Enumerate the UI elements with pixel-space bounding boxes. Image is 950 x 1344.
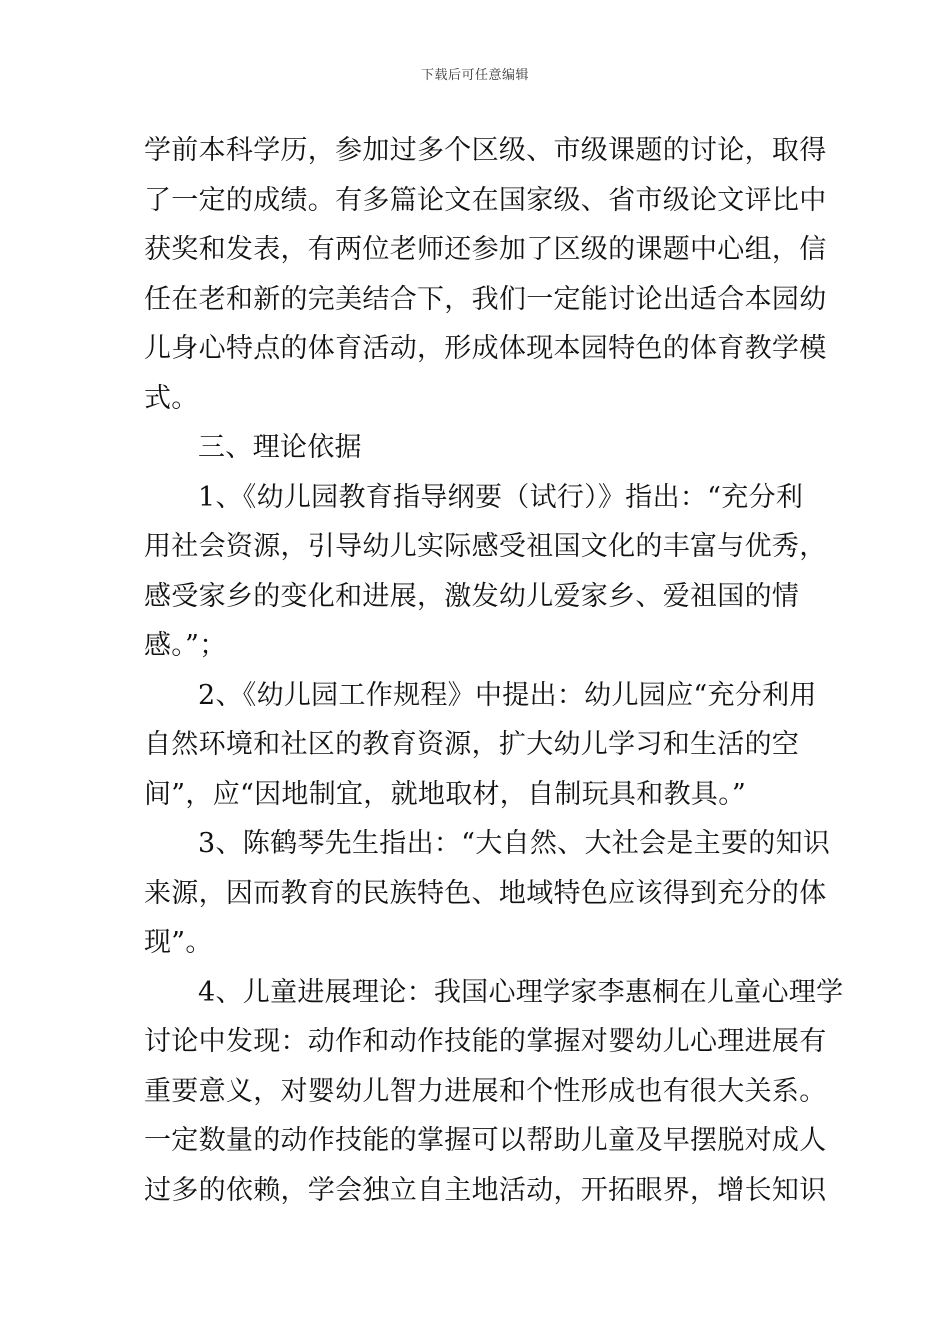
text-line: 一定数量的动作技能的掌握可以帮助儿童及早摆脱对成人 <box>144 1125 827 1156</box>
text-line: 2、《幼儿园工作规程》中提出：幼儿园应“充分利用 <box>198 679 817 711</box>
page-header: 下载后可任意编辑 <box>420 68 529 83</box>
text-line: 任在老和新的完美结合下，我们一定能讨论出适合本园幼 <box>144 283 827 315</box>
text-line: 感。”； <box>144 630 227 661</box>
text-line: 儿身心特点的体育活动，形成体现本园特色的体育教学模 <box>144 333 827 364</box>
document-body <box>144 126 844 1215</box>
text-line: 来源，因而教育的民族特色、地域特色应该得到充分的体 <box>144 877 827 909</box>
text-line: 用社会资源，引导幼儿实际感受祖国文化的丰富与优秀， <box>144 531 827 562</box>
text-line: 了一定的成绩。有多篇论文在国家级、省市级论文评比中 <box>144 184 827 216</box>
text-line: 4、儿童进展理论：我国心理学家李惠桐在儿童心理学 <box>198 976 844 1008</box>
text-line: 现”。 <box>144 927 213 958</box>
text-line: 3、陈鹤琴先生指出：“大自然、大社会是主要的知识 <box>198 828 831 859</box>
text-line: 学前本科学历，参加过多个区级、市级课题的讨论，取得 <box>144 135 827 166</box>
text-line: 获奖和发表，有两位老师还参加了区级的课题中心组，信 <box>144 234 827 265</box>
text-line: 1、《幼儿园教育指导纲要（试行）》指出：“充分利 <box>198 481 804 513</box>
text-line: 讨论中发现：动作和动作技能的掌握对婴幼儿心理进展有 <box>144 1026 827 1057</box>
text-line: 式。 <box>144 382 199 414</box>
text-line: 过多的依赖，学会独立自主地活动，开拓眼界，增长知识 <box>144 1174 827 1206</box>
text-line: 重要意义，对婴幼儿智力进展和个性形成也有很大关系。 <box>144 1075 827 1107</box>
section-heading: 三、理论依据 <box>198 432 362 463</box>
text-line: 间”，应“因地制宜，就地取材，自制玩具和教具。” <box>144 778 747 810</box>
text-line: 自然环境和社区的教育资源，扩大幼儿学习和生活的空 <box>144 729 800 760</box>
text-line: 感受家乡的变化和进展，激发幼儿爱家乡、爱祖国的情 <box>144 580 800 612</box>
